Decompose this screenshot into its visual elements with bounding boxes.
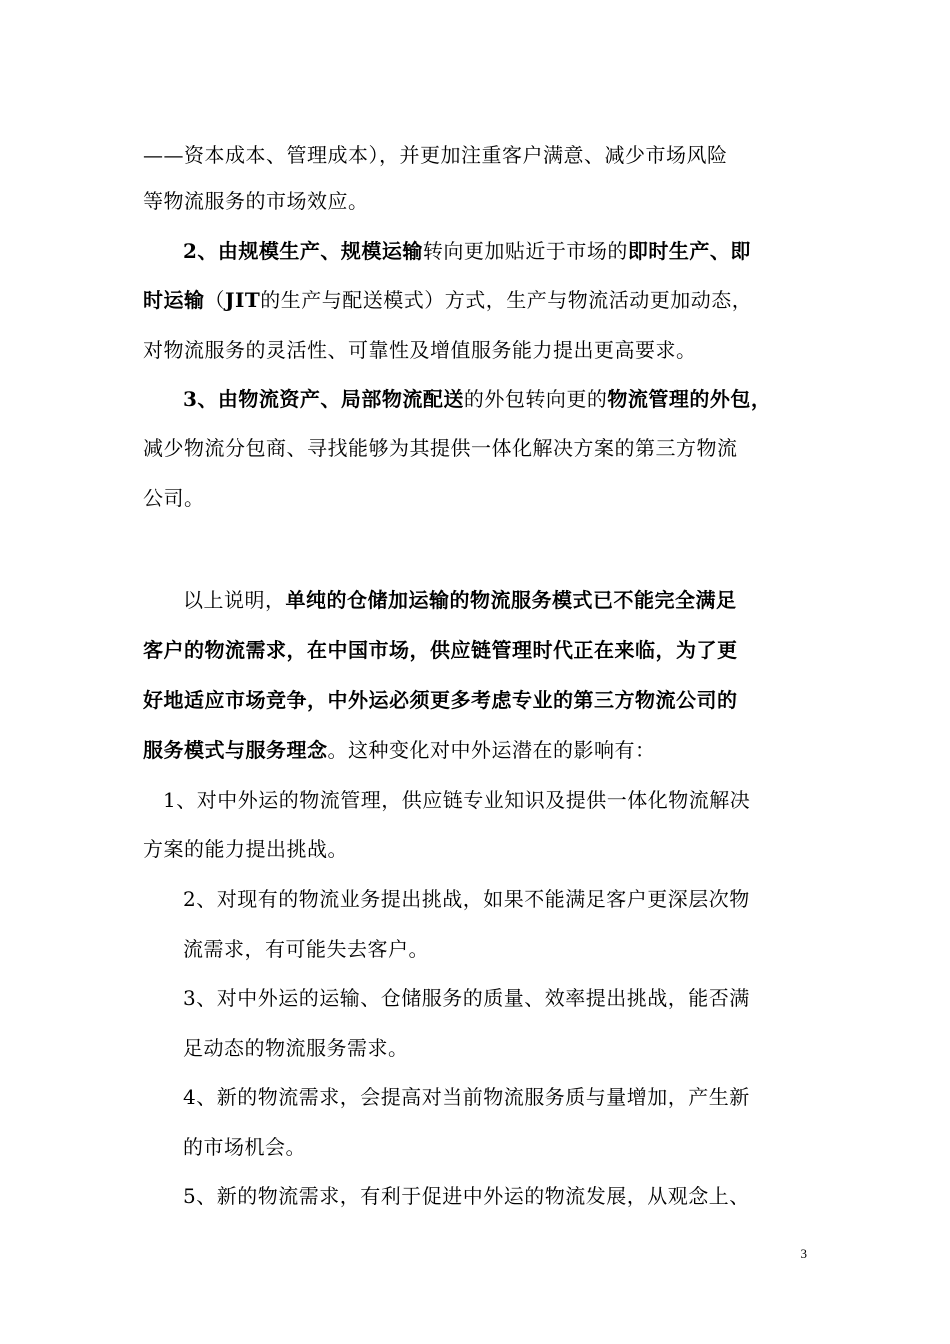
summary-line-1 bbox=[183, 585, 737, 615]
text-run: 的外包转向更的 bbox=[463, 387, 608, 411]
impact-1-line-2 bbox=[143, 834, 348, 864]
bold-term: 好地适应市场竞争，中外运必须更多考虑专业的第三方物流公司的 bbox=[143, 688, 738, 712]
bold-term: 服务模式与服务理念 bbox=[143, 738, 328, 762]
text-run: 公司。 bbox=[143, 486, 205, 510]
impact-2-line-2 bbox=[183, 934, 429, 964]
item3-line-2 bbox=[143, 433, 738, 463]
text-run: 对物流服务的灵活性、可靠性及增值服务能力提出更高要求。 bbox=[143, 338, 697, 362]
text-run: 以上说明， bbox=[183, 588, 286, 612]
item2-line-2 bbox=[143, 285, 752, 315]
impact-3-line-1 bbox=[183, 983, 750, 1013]
impact-4-line-1 bbox=[183, 1082, 750, 1112]
impact-4-line-2 bbox=[183, 1132, 306, 1162]
impact-2-line-1 bbox=[183, 884, 750, 914]
bold-term: 即时生产、即 bbox=[627, 239, 751, 263]
text-run: 5、新的物流需求，有利于促进中外运的物流发展，从观念上、 bbox=[183, 1184, 750, 1208]
text-run: ， bbox=[750, 387, 772, 411]
item3-line-3 bbox=[143, 483, 205, 513]
impact-1-line-1 bbox=[163, 785, 750, 815]
text-run: 转向更加贴近于市场的 bbox=[422, 239, 628, 263]
text-run: （ bbox=[204, 288, 225, 312]
bold-term: 客户的物流需求，在中国市场，供应链管理时代正在来临，为了更 bbox=[143, 638, 738, 662]
bold-term: 时运输 bbox=[143, 288, 205, 312]
page-number: 3 bbox=[800, 1246, 807, 1261]
text-run: 的市场机会。 bbox=[183, 1135, 306, 1159]
bold-term: 物流资产、局部物流配送 bbox=[238, 387, 464, 411]
text-run: 等物流服务的市场效应。 bbox=[143, 189, 369, 213]
bold-term: 规模生产、规模运输 bbox=[238, 239, 423, 263]
summary-line-2 bbox=[143, 635, 738, 665]
bold-term: 物流管理的外包 bbox=[607, 387, 751, 411]
summary-line-3 bbox=[143, 685, 738, 715]
item-number: 3、由 bbox=[183, 387, 239, 411]
continuation-line-1 bbox=[143, 140, 728, 170]
text-run: 流需求，有可能失去客户。 bbox=[183, 937, 429, 961]
impact-3-line-2 bbox=[183, 1033, 409, 1063]
text-run: 4、新的物流需求，会提高对当前物流服务质与量增加，产生新 bbox=[183, 1085, 750, 1109]
impact-5-line-1 bbox=[183, 1181, 750, 1211]
text-run: 2、对现有的物流业务提出挑战，如果不能满足客户更深层次物 bbox=[183, 887, 750, 911]
item2-line-3 bbox=[143, 335, 697, 365]
bold-term: JIT bbox=[225, 288, 261, 312]
continuation-line-2 bbox=[143, 186, 369, 216]
item2-line-1 bbox=[183, 236, 751, 266]
text-run: 的生产与配送模式）方式，生产与物流活动更加动态， bbox=[260, 288, 753, 312]
text-run: 。这种变化对中外运潜在的影响有： bbox=[327, 738, 656, 762]
text-run: ——资本成本、管理成本），并更加注重客户满意、减少市场风险 bbox=[143, 143, 728, 167]
text-run: 1、对中外运的物流管理，供应链专业知识及提供一体化物流解决 bbox=[163, 788, 751, 812]
text-run: 足动态的物流服务需求。 bbox=[183, 1036, 409, 1060]
text-run: 减少物流分包商、寻找能够为其提供一体化解决方案的第三方物流 bbox=[143, 436, 738, 460]
summary-line-4 bbox=[143, 735, 656, 765]
item-number: 2、由 bbox=[183, 239, 239, 263]
item3-line-1 bbox=[183, 384, 771, 414]
text-run: 方案的能力提出挑战。 bbox=[143, 837, 348, 861]
bold-term: 单纯的仓储加运输的物流服务模式已不能完全满足 bbox=[285, 588, 737, 612]
text-run: 3、对中外运的运输、仓储服务的质量、效率提出挑战，能否满 bbox=[183, 986, 750, 1010]
